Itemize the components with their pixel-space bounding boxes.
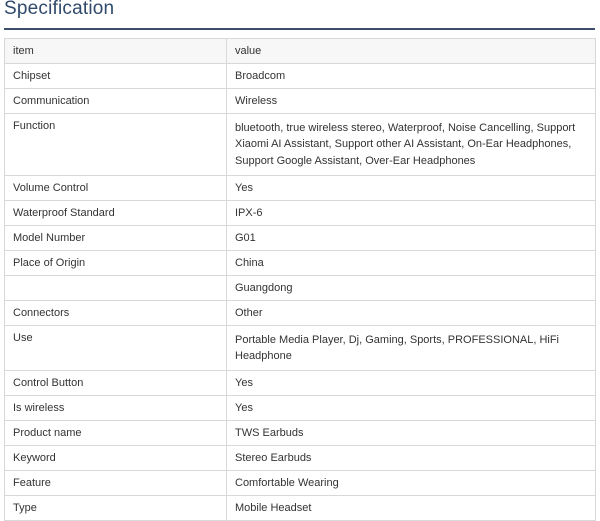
row-item: Keyword bbox=[5, 446, 227, 471]
row-value: IPX-6 bbox=[227, 201, 596, 226]
row-value: Yes bbox=[227, 176, 596, 201]
row-item: Place of Origin bbox=[5, 251, 227, 276]
table-row bbox=[5, 114, 596, 176]
table-row bbox=[5, 446, 596, 471]
table-row bbox=[5, 326, 596, 371]
row-item bbox=[5, 276, 227, 301]
row-value: Comfortable Wearing bbox=[227, 471, 596, 496]
row-value: Broadcom bbox=[227, 64, 596, 89]
row-item: Is wireless bbox=[5, 396, 227, 421]
row-value: Mobile Headset bbox=[227, 496, 596, 521]
table-row bbox=[5, 496, 596, 521]
row-item: Function bbox=[5, 114, 227, 176]
row-item: Connectors bbox=[5, 301, 227, 326]
row-value: TWS Earbuds bbox=[227, 421, 596, 446]
row-item: Communication bbox=[5, 89, 227, 114]
row-item: Model Number bbox=[5, 226, 227, 251]
row-item: Use bbox=[5, 326, 227, 371]
row-item: Product name bbox=[5, 421, 227, 446]
row-item: Control Button bbox=[5, 371, 227, 396]
table-row bbox=[5, 251, 596, 276]
row-value: Stereo Earbuds bbox=[227, 446, 596, 471]
row-item: Chipset bbox=[5, 64, 227, 89]
specification-table bbox=[4, 38, 596, 521]
row-value: Guangdong bbox=[227, 276, 596, 301]
section-title: Specification bbox=[4, 0, 115, 19]
table-row bbox=[5, 64, 596, 89]
header-item: item bbox=[5, 39, 227, 64]
table-row bbox=[5, 371, 596, 396]
header-value: value bbox=[227, 39, 596, 64]
table-row bbox=[5, 201, 596, 226]
table-row bbox=[5, 89, 596, 114]
table-row bbox=[5, 176, 596, 201]
row-value: Portable Media Player, Dj, Gaming, Sports, PROFESSIONAL, HiFi Headphone bbox=[227, 326, 596, 371]
row-item: Type bbox=[5, 496, 227, 521]
table-row bbox=[5, 471, 596, 496]
row-value: Yes bbox=[227, 371, 596, 396]
row-value: Yes bbox=[227, 396, 596, 421]
row-item: Waterproof Standard bbox=[5, 201, 227, 226]
row-value: Other bbox=[227, 301, 596, 326]
row-value: G01 bbox=[227, 226, 596, 251]
row-value: China bbox=[227, 251, 596, 276]
table-row bbox=[5, 301, 596, 326]
table-row bbox=[5, 421, 596, 446]
title-divider bbox=[4, 28, 595, 30]
table-header-row bbox=[5, 39, 596, 64]
table-row bbox=[5, 226, 596, 251]
row-value: Wireless bbox=[227, 89, 596, 114]
row-item: Feature bbox=[5, 471, 227, 496]
table-row bbox=[5, 396, 596, 421]
row-value: bluetooth, true wireless stereo, Waterproof, Noise Cancelling, Support Xiaomi AI Assistant, Support other AI Assistant, On-Ear Headphones, Support Google Assistant, Over-Ear Headphones bbox=[227, 114, 596, 176]
row-item: Volume Control bbox=[5, 176, 227, 201]
table-row bbox=[5, 276, 596, 301]
